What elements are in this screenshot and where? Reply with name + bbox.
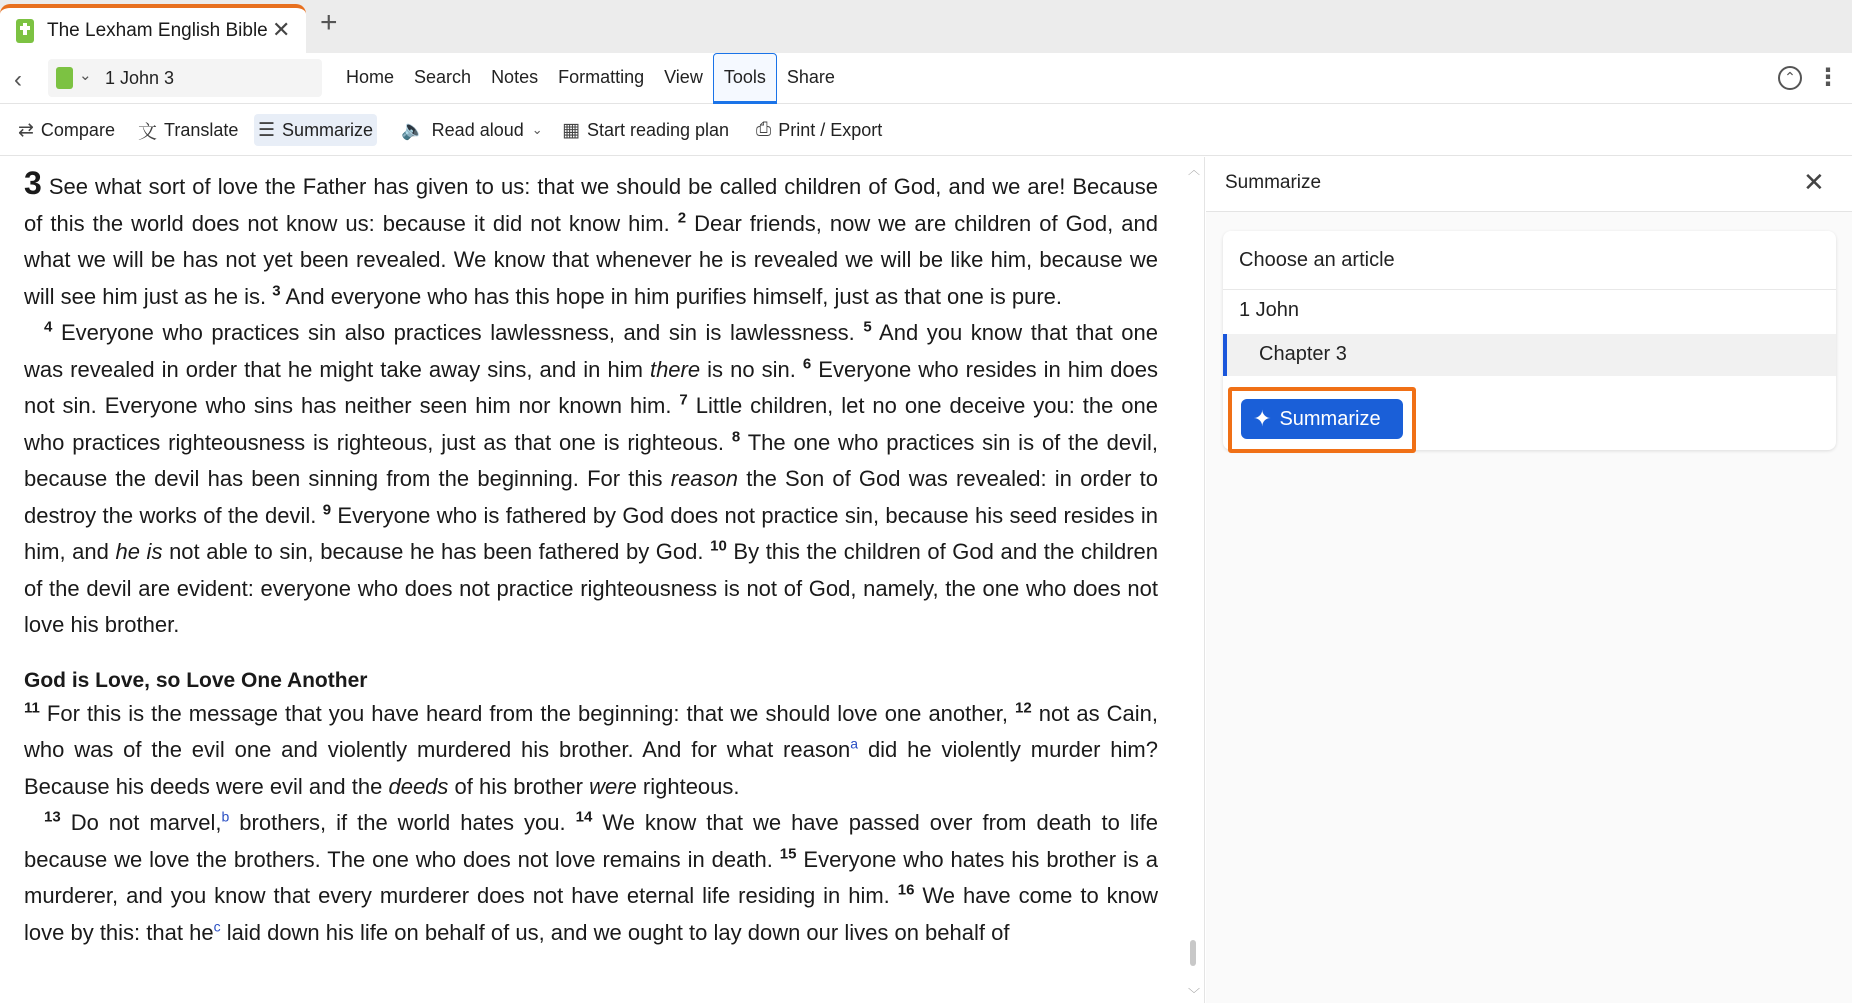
bible-reader-pane[interactable] xyxy=(0,157,1205,1003)
verse-number-9: 9 xyxy=(322,501,332,519)
panel-header xyxy=(1206,157,1852,212)
verse-6: Everyone who resides in him does not sin. Everyone who sins has neither seen him nor known him. xyxy=(24,356,1158,418)
verse-12g: righteous. xyxy=(642,773,740,799)
chevron-down-icon: ⌄ xyxy=(531,122,543,137)
print-export-label: Print / Export xyxy=(778,119,883,140)
bible-text xyxy=(24,165,1158,951)
chapter-number: 3 xyxy=(24,165,42,201)
collapse-up-icon[interactable]: ⌃ xyxy=(1778,66,1802,90)
footnote-c-link[interactable]: c xyxy=(213,918,221,935)
verse-5a: And you know that that one was revealed in order that he might take away sins, and in him xyxy=(24,320,1158,382)
article-chooser-card xyxy=(1223,231,1836,450)
verse-4: Everyone who practices sin also practices lawlessness, and sin is lawlessness. xyxy=(60,320,855,345)
verse-14: We know that we have passed over from death to life because we love the brothers. The one who does not love remains in death. xyxy=(24,810,1158,872)
compare-button[interactable] xyxy=(14,114,119,146)
verse-number-4: 4 xyxy=(44,318,53,336)
scrollbar-thumb[interactable] xyxy=(1190,940,1196,966)
verse-1: See what sort of love the Father has given to us: that we should be called children of God, and we are! Because of this the world does not know us: because it did not know him. xyxy=(24,174,1158,236)
verse-12-italic-were: were xyxy=(589,773,637,799)
verse-2: Dear friends, now we are children of God, and what we will be has not yet been revealed. We know that whenever he is revealed we will be like him, because we will see him just as he is. xyxy=(24,210,1158,309)
translate-button[interactable] xyxy=(134,114,242,146)
speaker-icon: 🔈 xyxy=(401,120,425,141)
verse-number-5: 5 xyxy=(863,318,872,336)
tab-strip xyxy=(0,0,1852,53)
menu-share[interactable]: Share xyxy=(786,67,835,87)
verse-12a: not as Cain, who was of the evil one and violently murdered his brother. And xyxy=(24,700,1158,762)
verse-9c: not able to sin, because he has been fathered by God. xyxy=(169,539,704,564)
verse-number-8: 8 xyxy=(731,428,741,446)
summarize-tool-label: Summarize xyxy=(282,119,374,140)
verse-5c: is no sin. xyxy=(707,356,796,382)
calendar-icon: ▦ xyxy=(562,119,580,141)
verse-number-11: 11 xyxy=(24,699,40,717)
read-aloud-label: Read aloud xyxy=(431,119,524,140)
reference-box[interactable] xyxy=(48,59,322,97)
article-option-book[interactable]: 1 John xyxy=(1239,299,1300,321)
verse-number-2: 2 xyxy=(677,209,687,227)
back-arrow-icon[interactable]: ‹ xyxy=(14,66,22,93)
print-export-button[interactable] xyxy=(752,114,886,146)
scroll-up-arrow-icon[interactable]: ︿ xyxy=(1188,163,1201,177)
paragraph-1 xyxy=(24,165,1158,315)
chapter-option-label: Chapter 3 xyxy=(1259,343,1347,365)
read-aloud-button[interactable] xyxy=(397,114,547,146)
close-panel-icon[interactable]: ✕ xyxy=(1803,167,1825,197)
article-option-chapter[interactable] xyxy=(1223,334,1836,376)
printer-icon: ⎙ xyxy=(756,119,772,140)
summarize-button-label: Summarize xyxy=(1279,407,1381,430)
bible-logo-icon xyxy=(56,67,73,89)
tab-title: The Lexham English Bible xyxy=(47,20,268,41)
compare-label: Compare xyxy=(40,119,115,140)
paragraph-2 xyxy=(24,315,1158,644)
verse-number-10: 10 xyxy=(710,537,727,555)
summarize-list-icon: ☰ xyxy=(258,119,276,141)
verse-8-italic: reason xyxy=(670,466,739,491)
menu-tools[interactable]: Tools xyxy=(713,53,777,104)
verse-number-12: 12 xyxy=(1015,699,1032,717)
bible-logo-icon xyxy=(16,19,34,43)
verse-number-6: 6 xyxy=(802,355,812,373)
scroll-down-arrow-icon[interactable]: ﹀ xyxy=(1188,987,1201,1001)
tab-lexham-bible[interactable] xyxy=(0,4,306,53)
verse-16b: he xyxy=(189,919,214,945)
verse-3: And everyone who has this hope in him purifies himself, just as that one is pure. xyxy=(285,283,1062,309)
verse-number-13: 13 xyxy=(44,808,61,826)
sparkle-icon: ✦ xyxy=(1253,406,1272,431)
menu-home[interactable]: Home xyxy=(346,67,395,87)
translate-icon: 文 xyxy=(138,121,158,143)
panel-title: Summarize xyxy=(1225,172,1322,193)
verse-8c: the Son of God was revealed: in order to destroy the works of the devil. xyxy=(24,466,1158,528)
reference-text[interactable]: 1 John 3 xyxy=(105,68,175,88)
new-tab-button[interactable]: + xyxy=(320,6,338,39)
footnote-b-link[interactable]: b xyxy=(221,808,230,825)
menu-search[interactable]: Search xyxy=(414,67,472,87)
close-tab-icon[interactable]: ✕ xyxy=(272,17,291,42)
verse-7: Little children, let no one deceive you: the one who practices righteousness is righteous, just as that one is righteous. xyxy=(24,393,1158,455)
verse-number-7: 7 xyxy=(679,391,688,409)
verse-number-3: 3 xyxy=(272,282,281,300)
summarize-button[interactable] xyxy=(1241,399,1403,439)
reading-plan-label: Start reading plan xyxy=(586,119,730,140)
verse-12e: of his brother xyxy=(454,773,583,799)
verse-10: By this the children of God and the children of the devil are evident: everyone who does not practice righteousness is not of God, namely, the one who does not love his brother. xyxy=(24,539,1158,637)
tools-toolbar xyxy=(0,105,1852,156)
verse-12c: did he violently murder him? Because his deeds were evil and the xyxy=(24,737,1158,799)
verse-15: Everyone who hates his brother is a murderer, and you know that every murderer does not have eternal life residing in him. xyxy=(24,846,1159,908)
verse-16c: laid down his life on behalf of us, and we ought to lay down our lives on behalf of xyxy=(226,919,1010,945)
verse-8a: The one who practices sin is of the devil, because the devil has been sinning from the beginning. For this xyxy=(24,429,1158,491)
verse-number-15: 15 xyxy=(779,845,797,863)
menu-view[interactable]: View xyxy=(664,67,703,87)
choose-article-title: Choose an article xyxy=(1239,249,1395,271)
verse-9a: Everyone who is fathered by God does not practice sin, because his seed resides in him, and xyxy=(24,502,1158,564)
verse-number-14: 14 xyxy=(575,808,593,826)
more-options-icon[interactable]: ⋮ xyxy=(1816,64,1840,91)
paragraph-3 xyxy=(24,696,1158,806)
menu-notes[interactable]: Notes xyxy=(491,67,539,87)
chevron-down-icon[interactable]: ⌄ xyxy=(79,67,92,84)
footnote-a-link[interactable]: a xyxy=(850,735,859,752)
verse-12-italic-deeds: deeds xyxy=(388,773,449,799)
paragraph-4 xyxy=(24,805,1158,951)
verse-12b: for what reason xyxy=(691,737,851,762)
start-reading-plan-button[interactable] xyxy=(558,114,733,146)
verse-number-16: 16 xyxy=(897,881,915,899)
verse-9-italic: he is xyxy=(115,539,163,564)
menu-formatting[interactable]: Formatting xyxy=(558,67,645,87)
nav-bar xyxy=(0,53,1852,104)
divider xyxy=(1223,289,1836,290)
verse-13b: brothers, if the world hates you. xyxy=(239,810,566,835)
summarize-tool-button[interactable] xyxy=(254,114,377,146)
section-heading: God is Love, so Love One Another xyxy=(24,668,368,692)
main-menu xyxy=(336,53,845,104)
verse-16a: We have come to know love by this: that xyxy=(24,883,1158,945)
translate-label: Translate xyxy=(164,119,239,140)
verse-11: For this is the message that you have heard from the beginning: that we should love one another, xyxy=(46,700,1008,726)
verse-5-italic: there xyxy=(649,356,701,382)
summarize-panel xyxy=(1206,157,1852,1003)
verse-13a: Do not marvel, xyxy=(70,810,222,835)
compare-arrows-icon: ⇄ xyxy=(18,119,34,141)
